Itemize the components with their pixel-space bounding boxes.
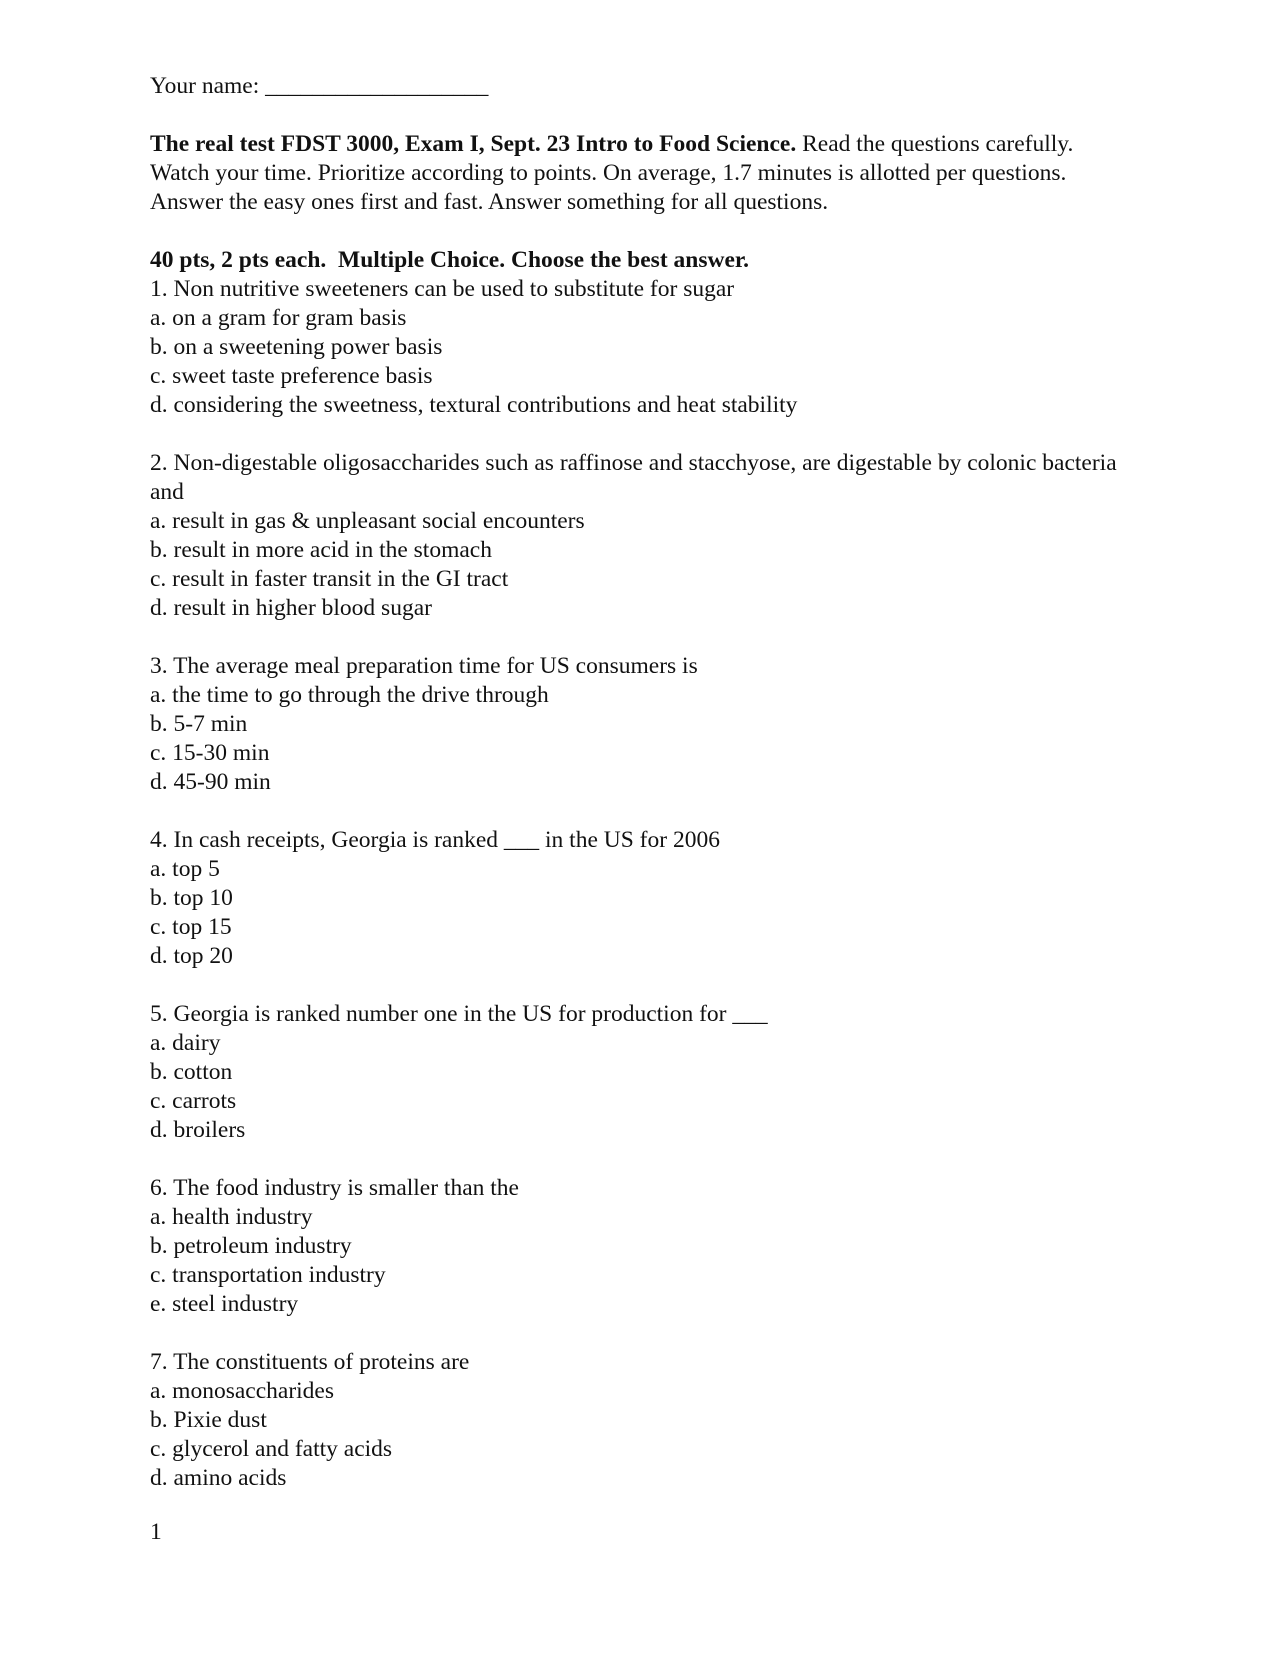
option-a: a. result in gas & unpleasant social encounters (150, 508, 585, 534)
option-c: c. result in faster transit in the GI tract (150, 566, 509, 592)
page-number: 1 (150, 1519, 162, 1545)
option-list (150, 1377, 1130, 1493)
spacer (150, 1145, 1130, 1174)
option-list (150, 681, 1130, 797)
option-list (150, 855, 1130, 971)
option-a: a. the time to go through the drive through (150, 682, 549, 708)
option-c: c. carrots (150, 1088, 237, 1114)
question-3 (150, 652, 1130, 797)
option-a: a. monosaccharides (150, 1378, 335, 1404)
spacer (150, 623, 1130, 652)
option-e: e. steel industry (150, 1291, 299, 1317)
spacer (150, 101, 1130, 130)
option-a: a. on a gram for gram basis (150, 305, 407, 331)
question-stem: 7. The constituents of proteins are (150, 1349, 470, 1375)
question-4 (150, 826, 1130, 971)
option-list (150, 1029, 1130, 1145)
question-6 (150, 1174, 1130, 1319)
spacer (150, 420, 1130, 449)
option-d: d. considering the sweetness, textural contributions and heat stability (150, 392, 798, 418)
option-b: b. petroleum industry (150, 1233, 352, 1259)
option-c: c. transportation industry (150, 1262, 386, 1288)
exam-page (150, 72, 1130, 1493)
spacer (150, 971, 1130, 1000)
name-line: Your name: ___________________ (150, 73, 489, 99)
option-list (150, 304, 1130, 420)
option-b: b. top 10 (150, 885, 233, 911)
option-d: d. result in higher blood sugar (150, 595, 432, 621)
question-stem: 1. Non nutritive sweeteners can be used to substitute for sugar (150, 276, 735, 302)
option-b: b. cotton (150, 1059, 233, 1085)
option-list (150, 1203, 1130, 1319)
exam-intro (150, 130, 1130, 217)
question-stem: 5. Georgia is ranked number one in the US for production for ___ (150, 1001, 768, 1027)
option-c: c. sweet taste preference basis (150, 363, 433, 389)
option-b: b. on a sweetening power basis (150, 334, 443, 360)
option-d: d. top 20 (150, 943, 233, 969)
option-d: d. 45-90 min (150, 769, 271, 795)
question-stem: 3. The average meal preparation time for US consumers is (150, 653, 698, 679)
section-heading: 40 pts, 2 pts each. Multiple Choice. Choose the best answer. (150, 247, 750, 273)
spacer (150, 1319, 1130, 1348)
option-d: d. broilers (150, 1117, 246, 1143)
question-1 (150, 275, 1130, 420)
option-d: d. amino acids (150, 1465, 287, 1491)
option-a: a. dairy (150, 1030, 221, 1056)
option-c: c. top 15 (150, 914, 232, 940)
question-stem: 2. Non-digestable oligosaccharides such as raffinose and stacchyose, are digestable by colonic bacteria and (150, 450, 1117, 505)
question-stem: 6. The food industry is smaller than the (150, 1175, 519, 1201)
option-a: a. health industry (150, 1204, 313, 1230)
option-c: c. glycerol and fatty acids (150, 1436, 393, 1462)
exam-instructions: Read the questions carefully. Watch your time. Prioritize according to points. On average, 1.7 minutes is allotted per questions. Answer the easy ones first and fast. Answer something for all questions. (150, 131, 1074, 215)
option-a: a. top 5 (150, 856, 220, 882)
question-2 (150, 449, 1130, 623)
option-b: b. result in more acid in the stomach (150, 537, 492, 563)
spacer (150, 797, 1130, 826)
option-list (150, 507, 1130, 623)
exam-title: The real test FDST 3000, Exam I, Sept. 23 Intro to Food Science. (150, 131, 797, 157)
option-b: b. 5-7 min (150, 711, 248, 737)
question-5 (150, 1000, 1130, 1145)
question-stem: 4. In cash receipts, Georgia is ranked ___ in the US for 2006 (150, 827, 720, 853)
option-b: b. Pixie dust (150, 1407, 267, 1433)
question-7 (150, 1348, 1130, 1493)
spacer (150, 217, 1130, 246)
option-c: c. 15-30 min (150, 740, 270, 766)
